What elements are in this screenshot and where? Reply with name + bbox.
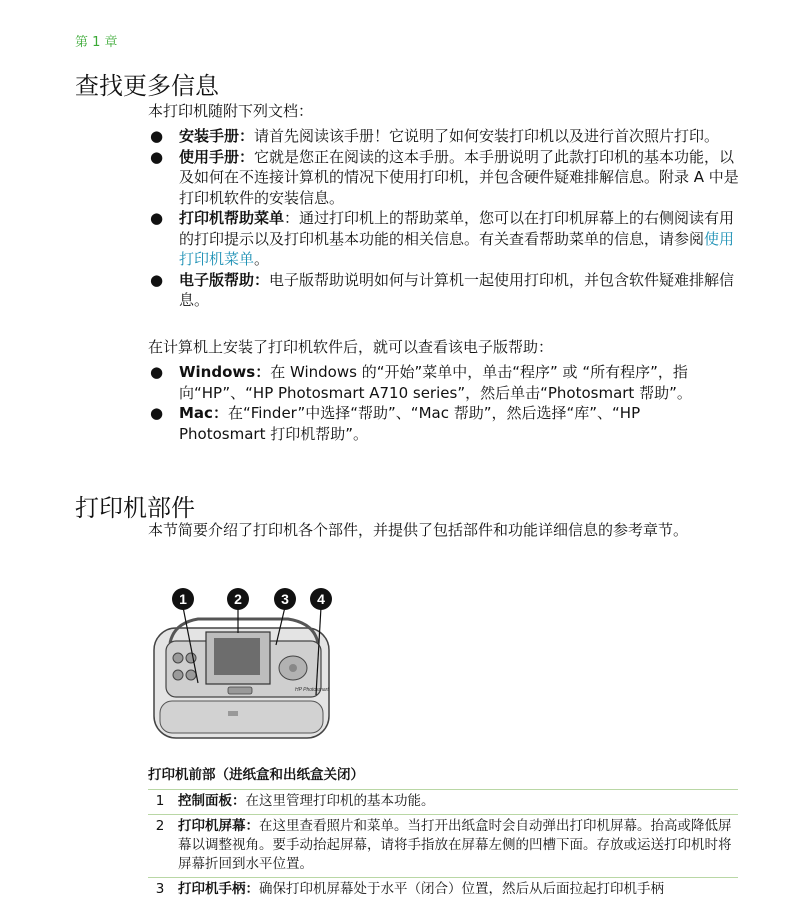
svg-text:4: 4 (317, 591, 325, 607)
part-number: 1 (148, 790, 178, 815)
section-intro: 本打印机随附下列文档： (148, 101, 748, 122)
list-item: ● 使用手册：它就是您正在阅读的这本手册。本手册说明了此款打印机的基本功能，以及如何在不连接计算机的情况下使用打印机，并包含硬件疑难排解信息。附录 A 中是打印机软件的安装信息。 (148, 147, 748, 209)
table-row (148, 815, 738, 878)
list-item: ● 打印机帮助菜单：通过打印机上的帮助菜单，您可以在打印机屏幕上的右侧阅读有用的打印提示以及打印机基本功能的相关信息。有关查看帮助菜单的信息，请参阅使用打印机菜单。 (148, 208, 748, 270)
part-number: 2 (148, 815, 178, 878)
chapter-label: 第 1 章 (75, 31, 118, 50)
parts-table (148, 789, 738, 902)
section-title-more-info: 查找更多信息 (75, 66, 219, 101)
svg-text:3: 3 (281, 591, 289, 607)
callout-3 (274, 588, 296, 610)
printer-body (154, 619, 329, 738)
part-description: 打印机屏幕：在这里查看照片和菜单。当打开出纸盒时会自动弹出打印机屏幕。抬高或降低屏幕以调整视角。要手动抬起屏幕，请将手指放在屏幕左侧的凹槽下面。存放或运送打印机时将屏幕折回到水平位置。 (178, 815, 738, 878)
part-description: 控制面板：在这里管理打印机的基本功能。 (178, 790, 738, 815)
callout-4 (310, 588, 332, 610)
printer-illustration (148, 583, 348, 753)
callout-2 (227, 588, 249, 610)
list-item: ● 电子版帮助：电子版帮助说明如何与计算机一起使用打印机，并包含软件疑难排解信息。 (148, 270, 748, 311)
bullet-icon: ● (150, 147, 163, 168)
brand-label: HP Photosmart (295, 687, 329, 693)
bullet-icon: ● (150, 208, 163, 229)
figure-caption: 打印机前部（进纸盒和出纸盒关闭） (148, 763, 364, 783)
bullet-icon: ● (150, 403, 163, 424)
table-row (148, 790, 738, 815)
svg-text:1: 1 (179, 591, 187, 607)
document-list (148, 126, 748, 311)
list-item: ● 安装手册：请首先阅读该手册！它说明了如何安装打印机以及进行首次照片打印。 (148, 126, 748, 147)
section-title-printer-parts: 打印机部件 (75, 488, 195, 523)
svg-text:2: 2 (234, 591, 242, 607)
bullet-icon: ● (150, 362, 163, 383)
list-item: ● Mac：在“Finder”中选择“帮助”、“Mac 帮助”，然后选择“库”、“HP Photosmart 打印机帮助”。 (148, 403, 748, 444)
part-number: 3 (148, 878, 178, 902)
callout-1 (172, 588, 194, 610)
printer-menu-link[interactable]: 使用打印机菜单 (179, 230, 734, 269)
bullet-icon: ● (150, 270, 163, 291)
os-list (148, 362, 748, 444)
table-row (148, 878, 738, 902)
section-intro: 本节简要介绍了打印机各个部件，并提供了包括部件和功能详细信息的参考章节。 (148, 520, 748, 541)
bullet-icon: ● (150, 126, 163, 147)
list-item: ● Windows：在 Windows 的“开始”菜单中，单击“程序” 或 “所有程序”，指向“HP”、“HP Photosmart A710 series”，然后单击“Photosmart 帮助”。 (148, 362, 748, 403)
help-intro: 在计算机上安装了打印机软件后，就可以查看该电子版帮助： (148, 337, 748, 358)
part-description: 打印机手柄：确保打印机屏幕处于水平（闭合）位置，然后从后面拉起打印机手柄 (178, 878, 738, 902)
